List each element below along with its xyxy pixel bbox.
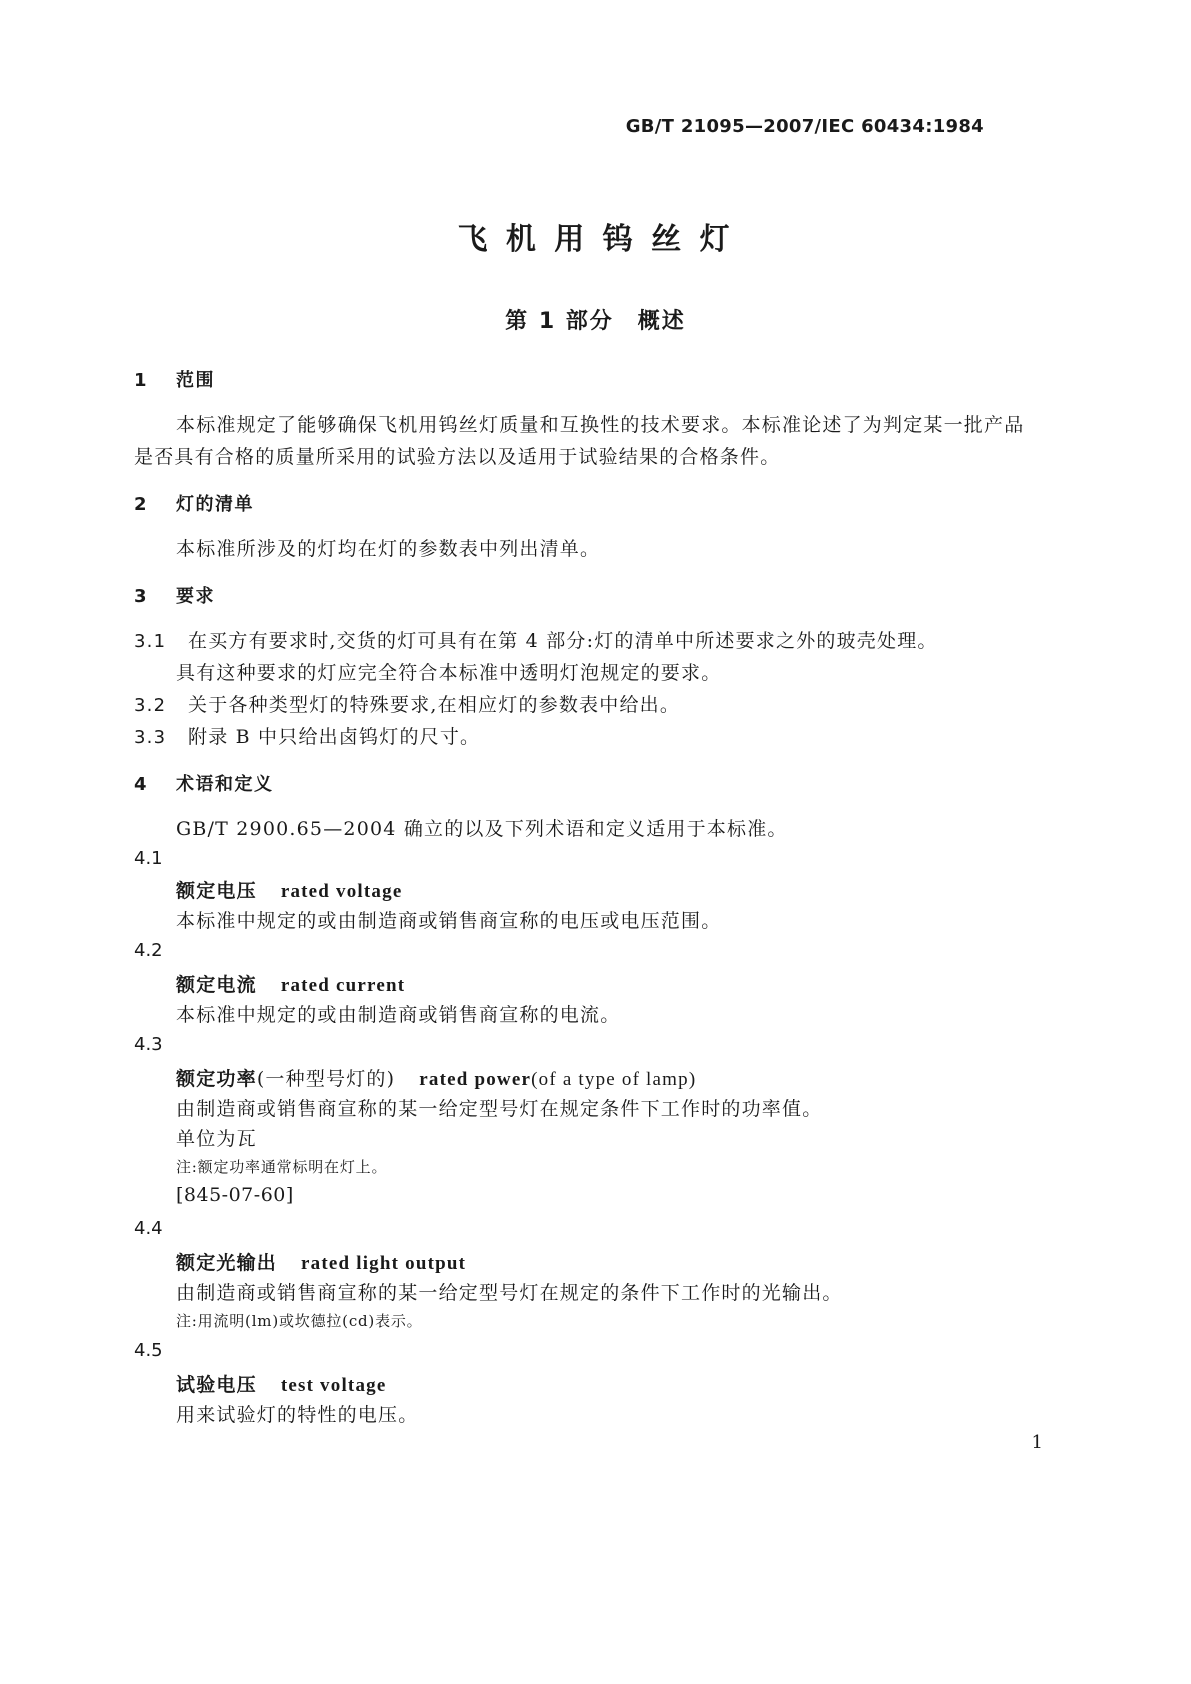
section-number: 4 [134,774,149,795]
part-title: 第 1 部分 概述 [505,309,686,334]
term-4-3-unit: 单位为瓦 [176,1128,257,1150]
term-en: rated voltage [280,881,403,902]
clause-number: 3.1 [134,631,167,652]
section-title: 范围 [176,370,215,391]
clause-3-1-line-2: 具有这种要求的灯应完全符合本标准中透明灯泡规定的要求。 [176,662,722,684]
section-title: 术语和定义 [176,774,274,795]
section-4-intro: GB/T 2900.65—2004 确立的以及下列术语和定义适用于本标准。 [176,818,788,840]
term-zh: 试验电压 [176,1374,257,1396]
section-number: 1 [134,370,149,391]
clause-text: 关于各种类型灯的特殊要求,在相应灯的参数表中给出。 [188,694,681,716]
clause-3-2 [134,690,680,717]
document-title: 飞 机 用 钨 丝 灯 [457,222,734,257]
section-title: 灯的清单 [176,494,254,515]
clause-3-1 [134,626,938,653]
section-4-heading [134,770,274,796]
clause-number: 3.2 [134,695,167,716]
term-4-3-reference: [845-07-60] [176,1184,294,1206]
term-zh: 额定光输出 [176,1252,278,1274]
term-4-4-number: 4.4 [134,1218,163,1239]
term-4-5-number: 4.5 [134,1340,163,1361]
term-4-2-definition: 本标准中规定的或由制造商或销售商宣称的电流。 [176,1004,621,1026]
term-en: test voltage [280,1375,387,1396]
term-zh: 额定电流 [176,974,257,996]
term-4-4-definition: 由制造商或销售商宣称的某一给定型号灯在规定的条件下工作时的光输出。 [176,1282,843,1304]
clause-text: 附录 B 中只给出卤钨灯的尺寸。 [188,726,481,748]
term-zh: 额定功率 [176,1068,257,1090]
term-4-1-name [176,876,402,903]
term-4-1-number: 4.1 [134,848,163,869]
section-2-paragraph: 本标准所涉及的灯均在灯的参数表中列出清单。 [176,538,601,560]
term-zh: 额定电压 [176,880,257,902]
section-2-heading [134,490,254,516]
term-4-3-name [176,1064,696,1091]
term-4-2-number: 4.2 [134,940,163,961]
term-en-qualifier: (of a type of lamp) [531,1069,697,1090]
section-title: 要求 [176,586,215,607]
section-1-paragraph-line-2: 是否具有合格的质量所采用的试验方法以及适用于试验结果的合格条件。 [134,446,781,468]
section-1-heading [134,366,215,392]
clause-text: 在买方有要求时,交货的灯可具有在第 4 部分:灯的清单中所述要求之外的玻壳处理。 [188,630,938,652]
section-number: 2 [134,494,149,515]
section-3-heading [134,582,215,608]
standard-code: GB/T 21095—2007/IEC 60434:1984 [625,116,984,137]
term-en: rated light output [301,1253,467,1274]
page-number: 1 [1031,1432,1043,1453]
term-zh-qualifier: (一种型号灯的) [256,1068,396,1090]
term-4-5-name [176,1370,386,1397]
term-4-5-definition: 用来试验灯的特性的电压。 [176,1404,419,1426]
term-en: rated current [280,975,406,996]
term-4-4-name [176,1248,466,1275]
term-4-2-name [176,970,405,997]
clause-3-3 [134,722,480,749]
term-4-3-note: 注:额定功率通常标明在灯上。 [176,1158,388,1176]
term-4-1-definition: 本标准中规定的或由制造商或销售商宣称的电压或电压范围。 [176,910,722,932]
section-number: 3 [134,586,149,607]
term-4-4-note: 注:用流明(lm)或坎德拉(cd)表示。 [176,1312,423,1330]
clause-number: 3.3 [134,727,167,748]
term-4-3-definition: 由制造商或销售商宣称的某一给定型号灯在规定条件下工作时的功率值。 [176,1098,823,1120]
term-en: rated power [419,1069,532,1090]
section-1-paragraph-line-1: 本标准规定了能够确保飞机用钨丝灯质量和互换性的技术要求。本标准论述了为判定某一批产品 [176,414,1025,436]
term-4-3-number: 4.3 [134,1034,163,1055]
